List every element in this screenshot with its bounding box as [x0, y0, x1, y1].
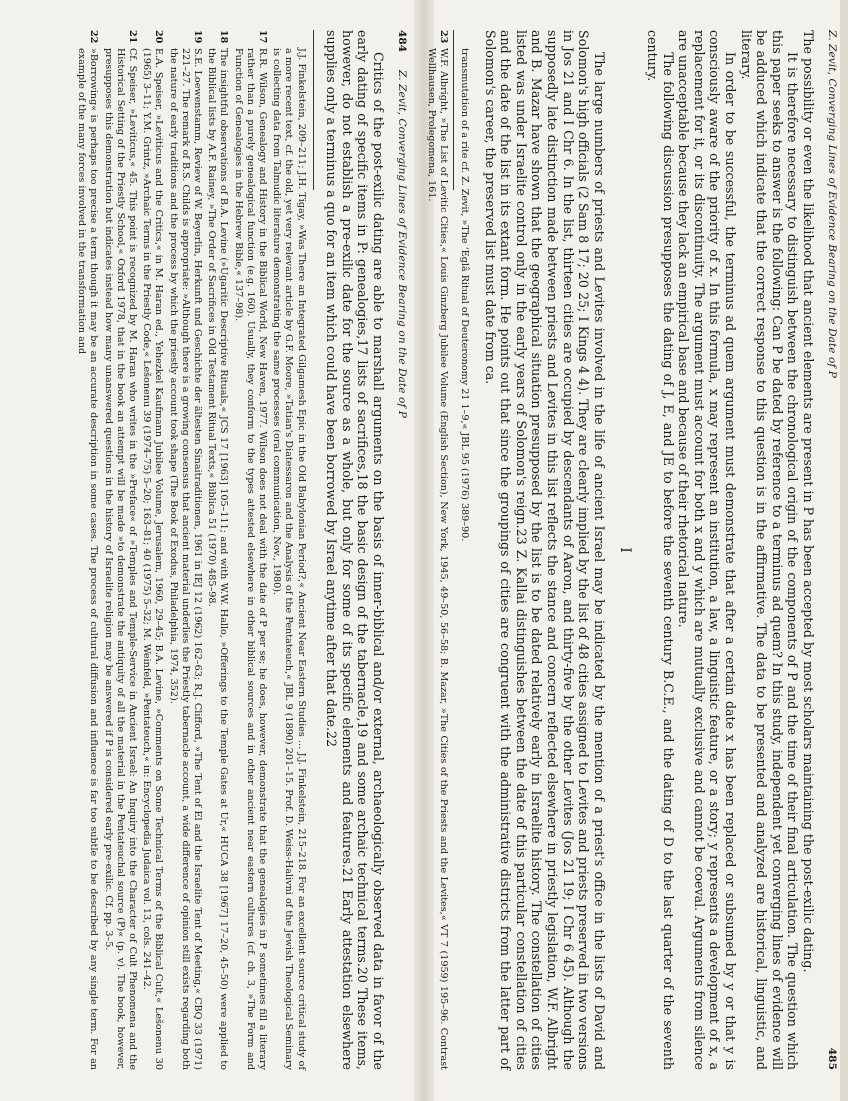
scan-edge	[840, 0, 848, 1101]
footnote-text: E.A. Speiser, »Leviticus and the Critics,« in M. Haran ed., Yehezkel Kaufmann Jubilee Volume, Jerusalem, 1960, 29–45; B.A. Levine, »Comments on Some Technical Terms of the Biblical Cult,« Lešonenu 30 (1965) 3–11; Y.M. Grintz, »Archaic Terms in the Priestly Code,« Lešonenu 39 (1974–75) 5–20; 163–81; 40 (1975) 5–32; M. Weinfeld, »Pentateuch,« in: Encyclopedia Judaica vol. 13, cols. 241–42.	[141, 48, 165, 1070]
footnote	[270, 30, 307, 1070]
footnote	[166, 30, 203, 1070]
footnote-number: 17	[257, 30, 269, 44]
footnote	[101, 30, 138, 1070]
footnote-text: transmutation of a rite cf. Z. Zevit, »The ʻEglâ Ritual of Deuteronomy 21 1–9,« JBL 95 (1976) 389–90.	[459, 48, 471, 542]
footnote	[75, 30, 99, 1070]
section-heading: I	[617, 547, 634, 553]
footnote-text: »Borrowing« is perhaps too precise a term though it may be an accurate description in some cases. The process of cultural diffusion and influence is far too subtle to be described by any single term. For an example of the many forces involved in the transformation and	[76, 48, 100, 1070]
left-running-head	[392, 30, 408, 1070]
footnote	[425, 30, 449, 1070]
right-paragraph: The following discussion presupposes the dating of J, E, and JE to before the seventh century B.C.E., and the dating of D to the last quarter of the seventh century.	[645, 30, 676, 1070]
right-page	[425, 30, 838, 1070]
footnote-number: 23	[437, 30, 449, 44]
spacer	[470, 30, 482, 1070]
left-paragraph: Critics of the post-exilic dating are able to marshall arguments on the basis of inner-biblical and/or external, archaeologically observed data in favor of the early dating of specific items in P: genealogies,17 lists of sacrifices,18 the basic design of the tabernacle,19 and some archaic technical terms.20 These items, however, do not establish a pre-exilic date for the source as a whole, but only for some of its specific elements and features.21 Early attestation elsewhere supplies only a terminus a quo for an item which could have been borrowed by Israel anytime after that date.22	[324, 30, 386, 1070]
right-paragraph: It is therefore necessary to distinguish between the chronological origin of the components of P and the time of their final articulation. The question which this paper seeks to answer is the following: Can P be dated by reference to a terminus ad quem? In this study, independent yet converging lines of evidence will be adduced which indicate that the correct response to this question is in the affirmative. The data to be presented and analyzed are historical, linguistic, and literary.	[738, 30, 801, 1070]
left-page-number: 484	[396, 30, 408, 53]
footnote-number: 21	[126, 30, 138, 44]
footnote-text: The insightful observations of B.A. Levine (»Ugaritic Descriptive Rituals,« JCS 17 [1963] 105–111; and with W.W. Hallo, »Offerings to the Temple Gates at Ur,« HUCA 38 [1967] 17–20, 45–50) were applied to the Biblical lists by A.F. Rainey, »The Order of Sacrifices in Old Testament Ritual Texts,« Biblica 51 (1970) 485–98.	[206, 48, 230, 1070]
left-running-title: Z. Zevit, Converging Lines of Evidence Bearing on the Date of P	[396, 70, 408, 419]
right-paragraph: The possibility or even the likelihood that ancient elements are present in P has been accepted by most scholars maintaining the post-exilic dating.	[801, 30, 816, 973]
footnote	[205, 30, 229, 1070]
footnote-text: W.F. Albright, »The List of Levitic Cities,« Louis Ginzberg Jubilee Volume (English Section), New York, 1945, 49–50, 56–58; B. Mazar, »The Cities of the Priests and the Levites,« VT 7 (1959) 195–96. Contrast Wellhausen, Prolegomena, 161.	[425, 48, 449, 1070]
right-running-title: Z. Zevit, Converging Lines of Evidence Bearing on the Date of P	[826, 30, 838, 379]
left-page	[28, 30, 408, 1070]
right-running-head	[822, 30, 838, 1070]
footnote-text: J.J. Finkelstein, 209–211; J.H. Tigay, »Was There an Integrated Gilgamesh Epic in the Old Babylonian Period?,« Ancient Near Eastern Studies … J.J. Finkelstein, 215–218. For an excellent source critical study of a more recent text, cf. the old, yet very relevant article by G.F. Moore, »Tatian's Diatessaron and the Analysis of the Pentateuch,« JBL 9 (1890) 201–15. Prof. D. Weiss-Halivni of the Jewish Theological Seminary is collecting data from Talmudic literature demonstrating the same processes (oral communication, Nov., 1980).	[271, 48, 307, 1070]
footnote-rule	[313, 30, 314, 190]
footnote-text: S.E. Loewenstamm, Review of W. Beyerlin, Herkunft und Geschichte der ältesten Sinaitraditionen, 1961 in IEJ 12 (1962) 162–63; R.J. Clifford, »The Tent of El and the Israelite Tent of Meeting,« CBQ 33 (1971) 221–27. The remark of B.S. Childs is appropriate: »Although there is a growing consensus that ancient material underlies the Priestly tabernacle account, a wide difference of opinion still exists regarding both the nature of early traditions and the process by which the priestly account took shape (The Book of Exodus, Philadelphia, 1974, 352).	[167, 48, 203, 1070]
section-paragraph: The large numbers of priests and Levites involved in the life of ancient Israel may be indicated by the mention of a priest's office in the lists of David and Solomon's high officials (2 Sam 8 17; 20 25; I Kings 4 4). They are clearly implied by the list of 48 cities assigned to Levites and priests preserved in two versions in Jos 21 and I Chr 6. In the list, thirteen cities are occupied by descendants of Aaron, and thirty-five by the other Levites (Jos 21 19; I Chr 6 45). Although the supposedly late distinction made between priests and Levites in this list reflects the stance and concern reflected elsewhere in priestly legislation, W.F. Albright and B. Mazar have shown that the geographical situation presupposed by the list is to be dated relatively early in Israelite history. The constellation of cities listed was under Israelite control only in the early years of Solomon's reign.23 Z. Kallai distinguishes between the date of this particular constellation of cities and the date of the list in its extant form. He points out that since the groupings of cities are congruent with the administrative districts from the latter part of Solomon's career, the preserved list must date from ca.	[482, 30, 607, 1070]
footnote-number: 19	[192, 30, 203, 44]
right-body	[482, 30, 816, 1070]
footnote-number: 18	[218, 30, 230, 44]
footnote-rule	[453, 30, 454, 190]
footnote	[458, 30, 470, 1070]
footnote-text: Cf. Speiser, »Leviticus,« 45. This point is recognized by M. Haran who writes in the »Preface« of »Temples and Temple-Service in Ancient Israel: An Inquiry into the Character of Cult Phenomena and the Historical Setting of the Priestly School,« Oxford 1978, that in the book an attempt will be made »to demonstrate the antiquity of all the material in the Pentateuchal source (P)« (p. v). The book, however, presupposes this demonstration but indicates instead how many unanswered questions in the history of Israelite religion may be answered if P is considered early pre-exilic. Cf. pp. 3–5.	[102, 48, 138, 1070]
right-footnotes	[425, 30, 471, 1070]
footnote-number: 20	[153, 30, 165, 44]
left-body	[324, 30, 386, 1070]
footnote	[140, 30, 164, 1070]
footnote-number: 22	[88, 30, 100, 44]
left-footnotes	[75, 30, 307, 1070]
footnote	[231, 30, 268, 1070]
right-page-number: 485	[826, 1047, 838, 1070]
right-paragraph: In order to be successful, the terminus ad quem argument must demonstrate that after a certain date x has been replaced or subsumed by y or that y is consciously aware of the priority of x. In this formula, x may represent an institution, a law, a linguistic feature, or a story; y represents a development of x, a replacement for it, or its discontinuity. The argument must account for both x and y which are mutually exclusive and cannot be coeval. Arguments from silence are unacceptable because they lack an empirical base and because of their rhetorical nature.	[676, 30, 739, 1070]
footnote-text: R.R. Wilson, Genealogy and History in the Biblical World, New Haven, 1977. Wilson does not deal with the date of P per se; he does, however, demonstrate that the genealogies in P sometimes fill a literary rather than a purely genealogical function (e.g. 160). Usually, they conform to the types attested elsewhere in other biblical sources and in other ancient near eastern cultures (cf. ch. 3, »The Form and Function of Genealogies in the Hebrew Bible,« 137–98).	[232, 48, 269, 1070]
